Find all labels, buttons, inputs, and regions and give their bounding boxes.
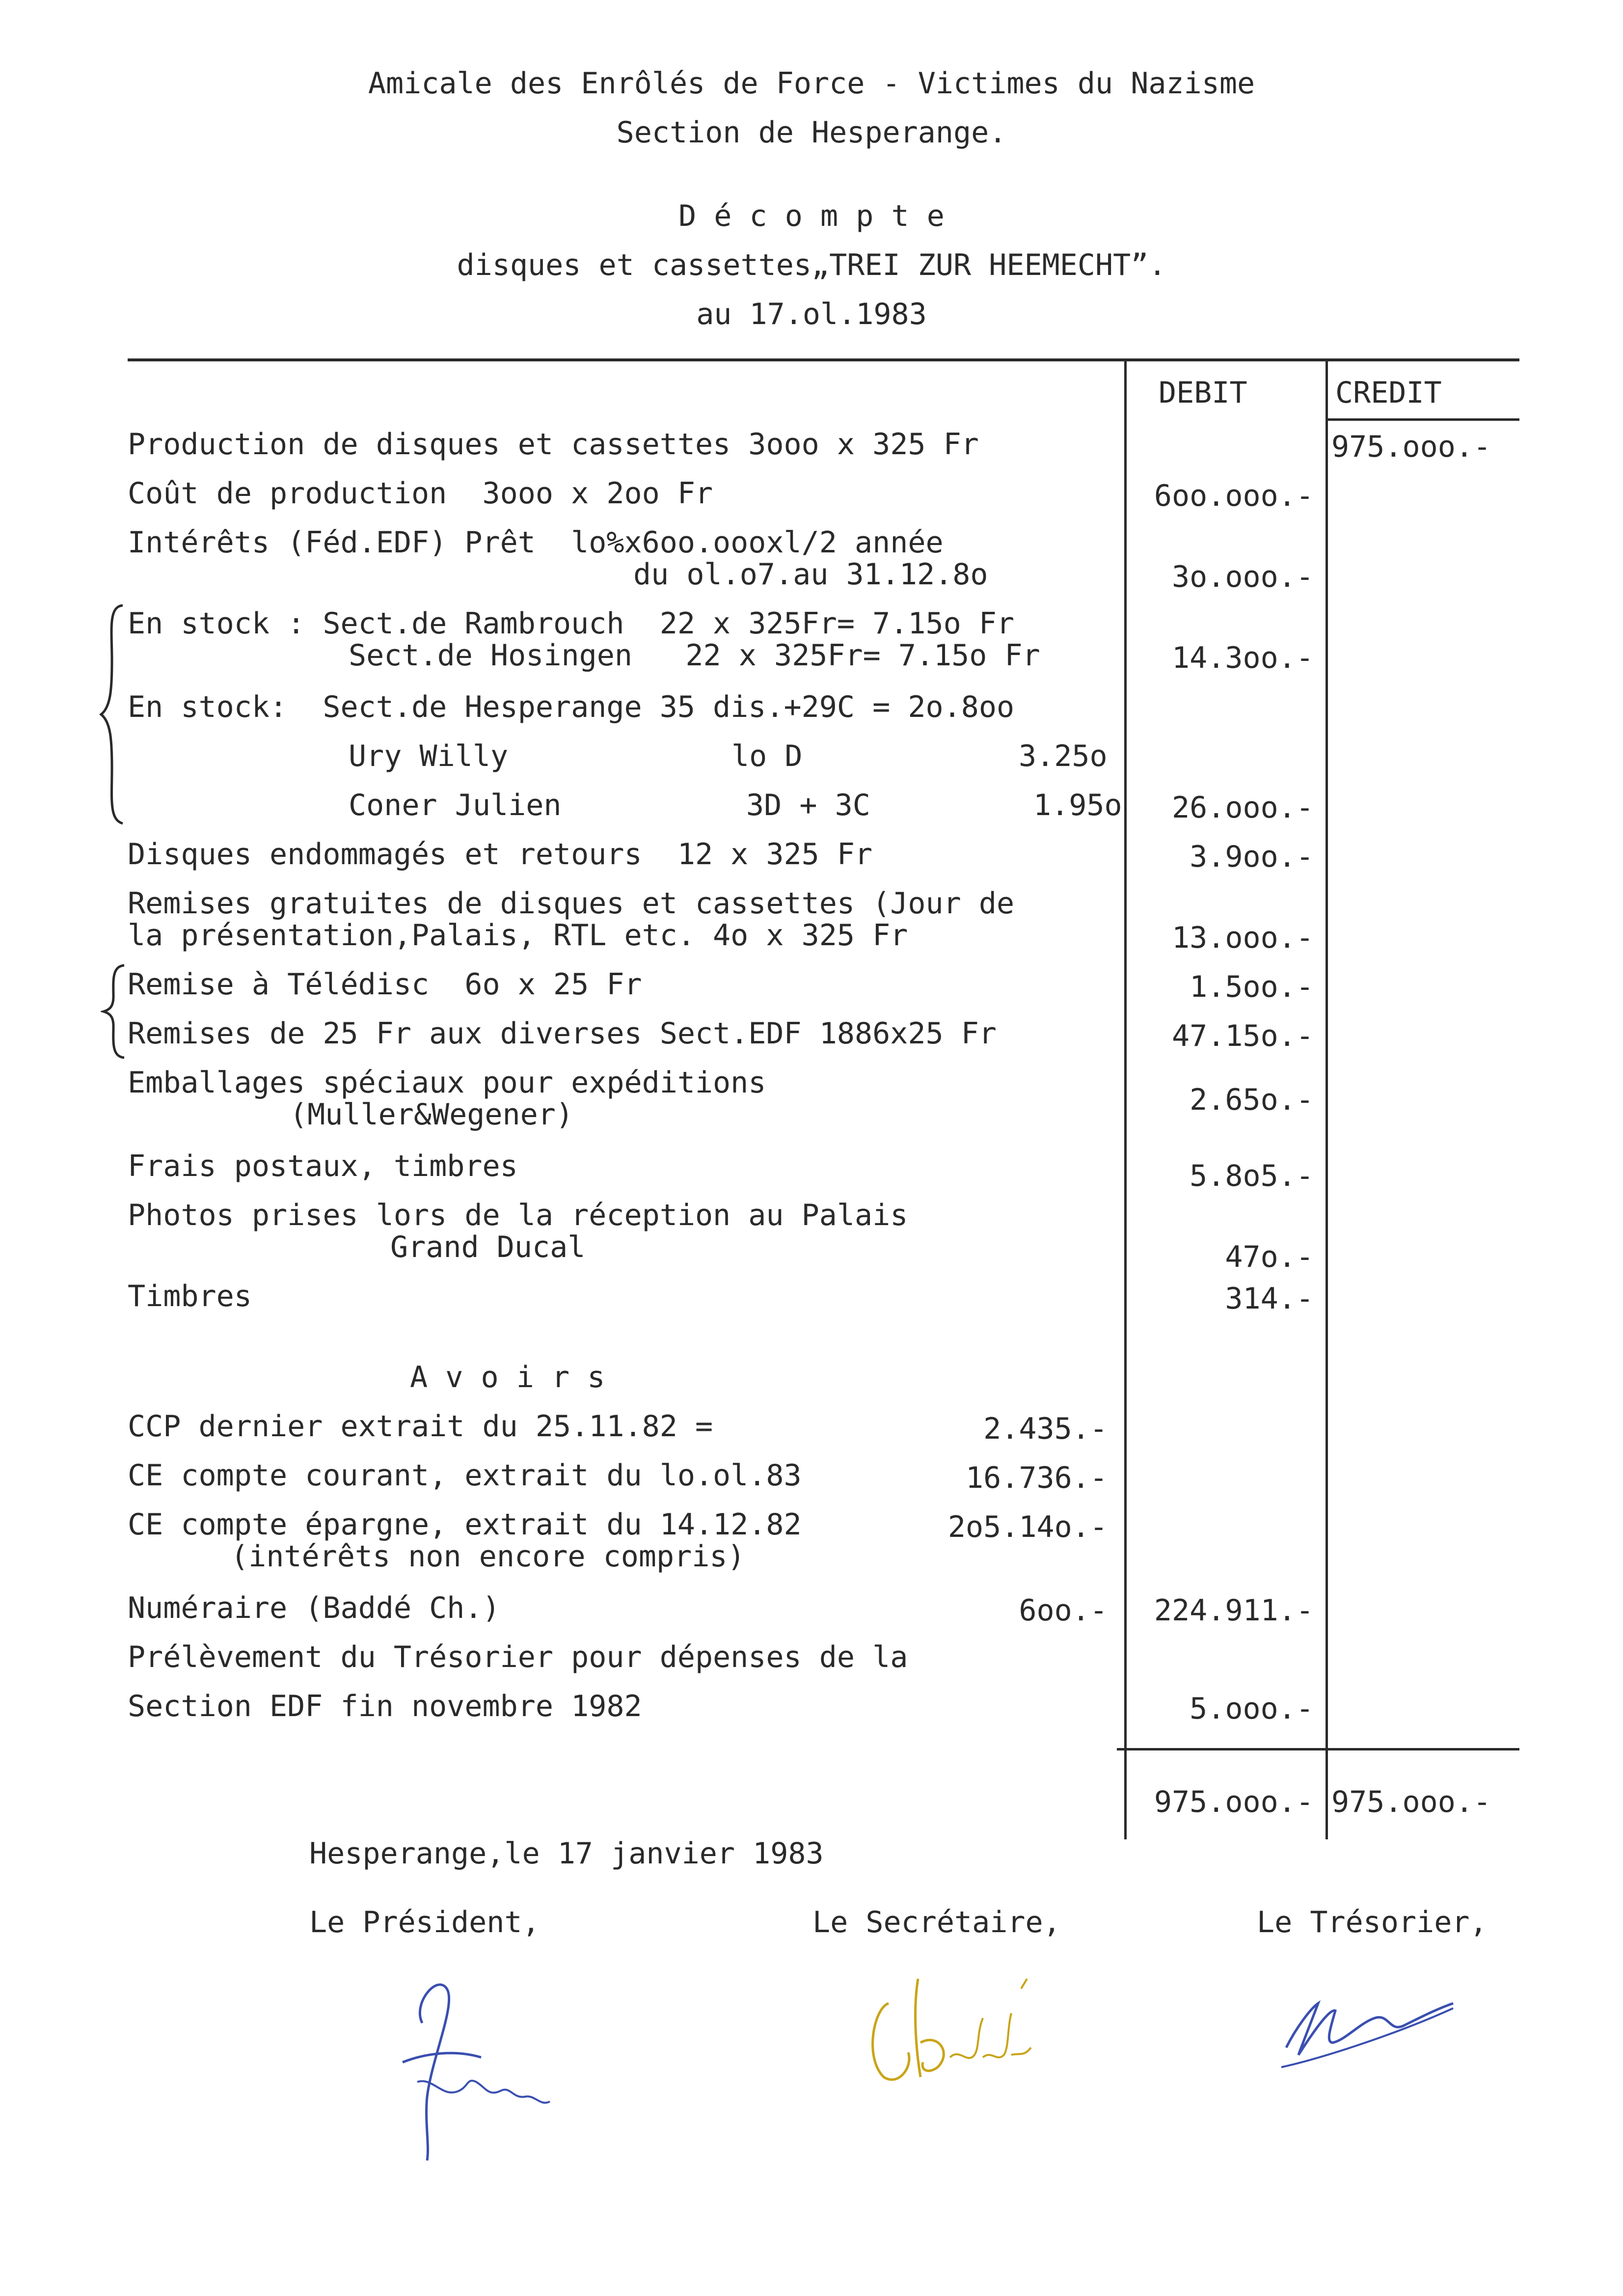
place-date: Hesperange,le 17 janvier 1983 [309, 1836, 824, 1871]
document-subtitle: disques et cassettes„TREI ZUR HEEMECHT”. [457, 248, 1166, 282]
row-teledisc-label: Remise à Télédisc 6o x 25 Fr [128, 967, 642, 1002]
avoir-ccp-label: CCP dernier extrait du 25.11.82 = [128, 1409, 713, 1444]
row-stock-2-label: En stock: Sect.de Hesperange 35 dis.+29C = 2o.8oo [128, 690, 1015, 724]
row-discounts-label: Remises de 25 Fr aux diverses Sect.EDF 1886x25 Fr [128, 1016, 997, 1051]
avoirs-title: A v o i r s [410, 1360, 605, 1394]
row-cost-debit: 6oo.ooo.- [1154, 479, 1314, 513]
debit-column-right-rule [1325, 361, 1328, 1839]
row-free-label: Remises gratuites de disques et cassettes (Jour de [128, 886, 1015, 921]
row-packaging-label: Emballages spéciaux pour expéditions [128, 1066, 766, 1100]
withdrawal-debit: 5.ooo.- [1190, 1692, 1314, 1726]
avoir-ce-savings-label: CE compte épargne, extrait du 14.12.82 [128, 1507, 802, 1542]
row-coner-amount: 1.95o [1033, 788, 1122, 822]
secretary-label: Le Secrétaire, [812, 1905, 1061, 1940]
row-production-credit: 975.ooo.- [1331, 430, 1491, 464]
row-photos-label-2: Grand Ducal [390, 1230, 586, 1264]
avoir-cash-label: Numéraire (Baddé Ch.) [128, 1591, 500, 1625]
row-interest-label: Intérêts (Féd.EDF) Prêt lo%x6oo.oooxl/2 année [128, 525, 944, 560]
row-coner-label: Coner Julien [349, 788, 562, 822]
stock-brace [98, 601, 128, 827]
row-stock-1-label-2: Sect.de Hosingen 22 x 325Fr= 7.15o Fr [349, 638, 1040, 673]
president-signature [383, 1959, 569, 2165]
row-packaging-debit: 2.65o.- [1190, 1083, 1314, 1117]
row-stamps-debit: 314.- [1225, 1282, 1314, 1316]
treasurer-signature [1276, 1969, 1463, 2077]
row-stamps-label: Timbres [128, 1279, 252, 1313]
row-coner-qty: 3D + 3C [746, 788, 870, 822]
row-damaged-debit: 3.9oo.- [1190, 840, 1314, 874]
avoir-ce-savings-label-2: (intérêts non encore compris) [231, 1539, 745, 1574]
total-debit: 975.ooo.- [1154, 1785, 1314, 1819]
credit-column-header: CREDIT [1335, 376, 1442, 410]
debit-column-header: DEBIT [1159, 376, 1247, 410]
row-photos-label: Photos prises lors de la réception au Palais [128, 1198, 908, 1232]
row-interest-debit: 3o.ooo.- [1172, 560, 1314, 594]
total-credit: 975.ooo.- [1331, 1785, 1491, 1819]
row-stock-1-label: En stock : Sect.de Rambrouch 22 x 325Fr= 7.15o Fr [128, 606, 1015, 641]
document-title: D é c o m p t e [678, 199, 945, 233]
president-label: Le Président, [309, 1905, 540, 1940]
row-free-debit: 13.ooo.- [1172, 921, 1314, 955]
row-postage-debit: 5.8o5.- [1190, 1159, 1314, 1193]
debit-column-left-rule [1124, 361, 1127, 1839]
row-damaged-label: Disques endommagés et retours 12 x 325 Fr [128, 837, 873, 872]
avoir-cash-amount: 6oo.- [1019, 1593, 1108, 1628]
withdrawal-label-2: Section EDF fin novembre 1982 [128, 1689, 642, 1723]
avoirs-total-debit: 224.911.- [1154, 1593, 1314, 1628]
secretary-signature [854, 1959, 1060, 2106]
table-top-rule [128, 358, 1519, 361]
row-teledisc-debit: 1.5oo.- [1190, 970, 1314, 1004]
row-production-label: Production de disques et cassettes 3ooo x 325 Fr [128, 427, 979, 462]
row-stock-2-debit: 26.ooo.- [1172, 791, 1314, 825]
avoir-ccp-amount: 2.435.- [983, 1412, 1108, 1446]
row-ury-amount: 3.25o [1019, 739, 1108, 773]
treasurer-label: Le Trésorier, [1257, 1905, 1488, 1940]
row-discounts-debit: 47.15o.- [1172, 1019, 1314, 1053]
row-free-label-2: la présentation,Palais, RTL etc. 4o x 325 Fr [128, 918, 908, 953]
row-ury-qty: lo D [731, 739, 803, 773]
withdrawal-label: Prélèvement du Trésorier pour dépenses de la [128, 1640, 908, 1674]
row-ury-label: Ury Willy [349, 739, 509, 773]
row-interest-label-2: du ol.o7.au 31.12.8o [633, 557, 988, 592]
org-title: Amicale des Enrôlés de Force - Victimes du Nazisme [368, 66, 1255, 101]
avoir-ce-savings-amount: 2o5.14o.- [947, 1510, 1108, 1544]
row-stock-1-debit: 14.3oo.- [1172, 641, 1314, 675]
row-packaging-label-2: (Muller&Wegener) [290, 1097, 573, 1132]
credit-header-rule [1325, 418, 1519, 421]
document-date: au 17.ol.1983 [696, 297, 927, 331]
row-postage-label: Frais postaux, timbres [128, 1149, 518, 1183]
discount-brace [101, 962, 128, 1061]
section-title: Section de Hesperange. [616, 115, 1007, 150]
avoir-ce-current-amount: 16.736.- [966, 1461, 1108, 1495]
totals-rule [1117, 1748, 1519, 1750]
row-cost-label: Coût de production 3ooo x 2oo Fr [128, 476, 713, 511]
row-photos-debit: 47o.- [1225, 1240, 1314, 1274]
avoir-ce-current-label: CE compte courant, extrait du lo.ol.83 [128, 1458, 802, 1493]
